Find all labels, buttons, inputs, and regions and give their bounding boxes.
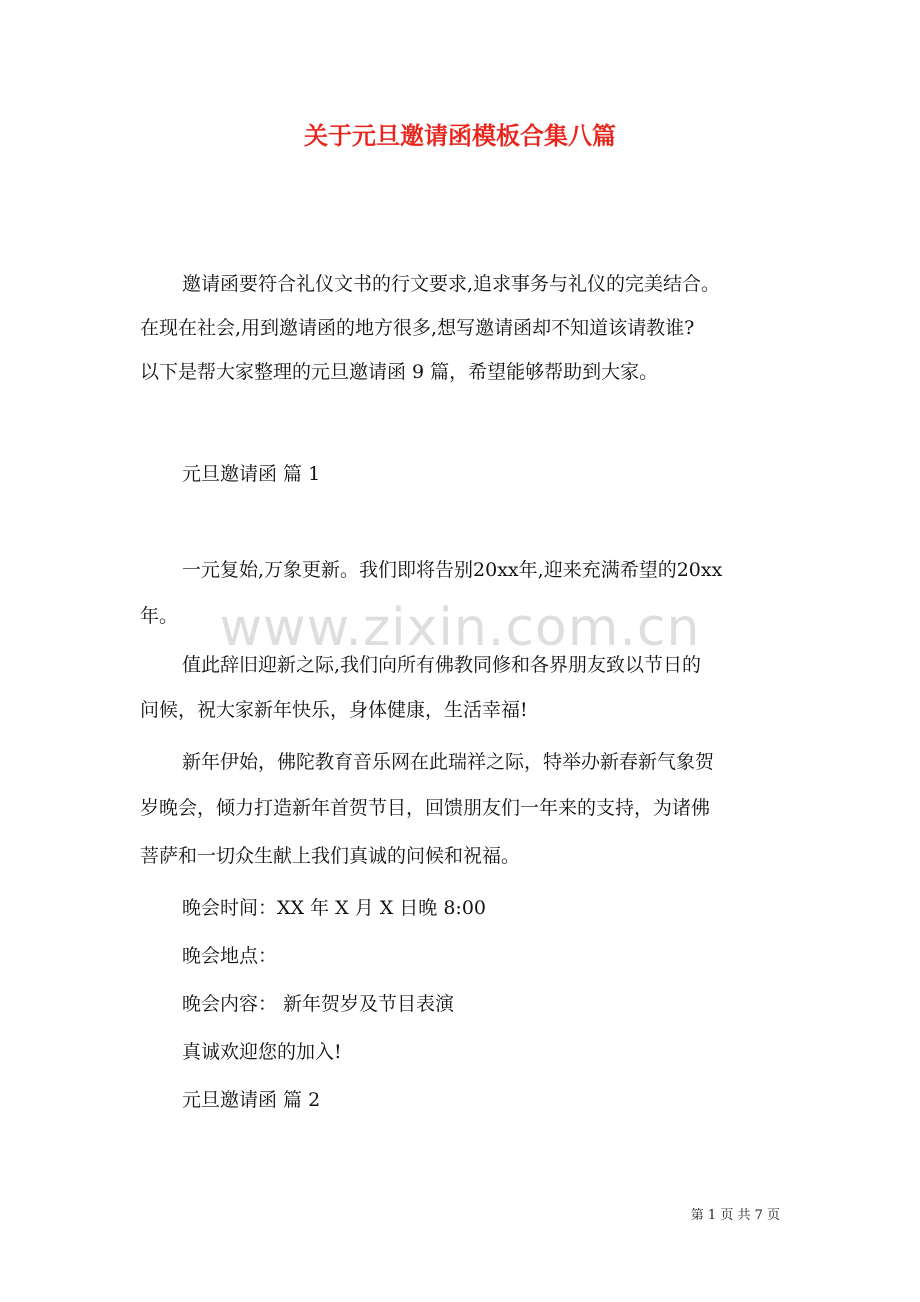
intro-line-1: 邀请函要符合礼仪文书的行文要求,追求事务与礼仪的完美结合。 <box>182 273 721 295</box>
section-heading-2: 元旦邀请函 篇 2 <box>182 1089 321 1111</box>
place-line: 晚会地点： <box>182 945 278 967</box>
intro-line-2: 在现在社会,用到邀请函的地方很多,想写邀请函却不知道该请教谁? <box>140 317 695 339</box>
welcome-line: 真诚欢迎您的加入! <box>182 1041 342 1063</box>
page-footer: 第 1 页 共 7 页 <box>690 1208 780 1223</box>
section-heading-1: 元旦邀请函 篇 1 <box>182 463 321 485</box>
intro-line-3: 以下是帮大家整理的元旦邀请函 9 篇，希望能够帮助到大家。 <box>140 361 659 383</box>
p1-line-2: 年。 <box>140 605 179 627</box>
p3-line-2: 岁晚会，倾力打造新年首贺节目，回馈朋友们一年来的支持，为诸佛 <box>140 797 711 819</box>
p2-line-1: 值此辞旧迎新之际,我们向所有佛教同修和各界朋友致以节日的 <box>182 654 702 676</box>
time-line: 晚会时间：XX 年 X 月 X 日晚 8:00 <box>182 897 487 919</box>
document-title: 关于元旦邀请函模板合集八篇 <box>304 121 616 150</box>
p2-line-2: 问候，祝大家新年快乐，身体健康，生活幸福! <box>140 699 528 721</box>
watermark: www.zixin.com.cn <box>219 598 701 658</box>
p1-line-1: 一元复始,万象更新。我们即将告别20xx年,迎来充满希望的20xx <box>182 559 723 581</box>
content-line: 晚会内容： 新年贺岁及节目表演 <box>182 993 455 1015</box>
p3-line-3: 菩萨和一切众生献上我们真诚的问候和祝福。 <box>140 845 521 867</box>
p3-line-1: 新年伊始，佛陀教育音乐网在此瑞祥之际，特举办新春新气象贺 <box>182 751 715 773</box>
